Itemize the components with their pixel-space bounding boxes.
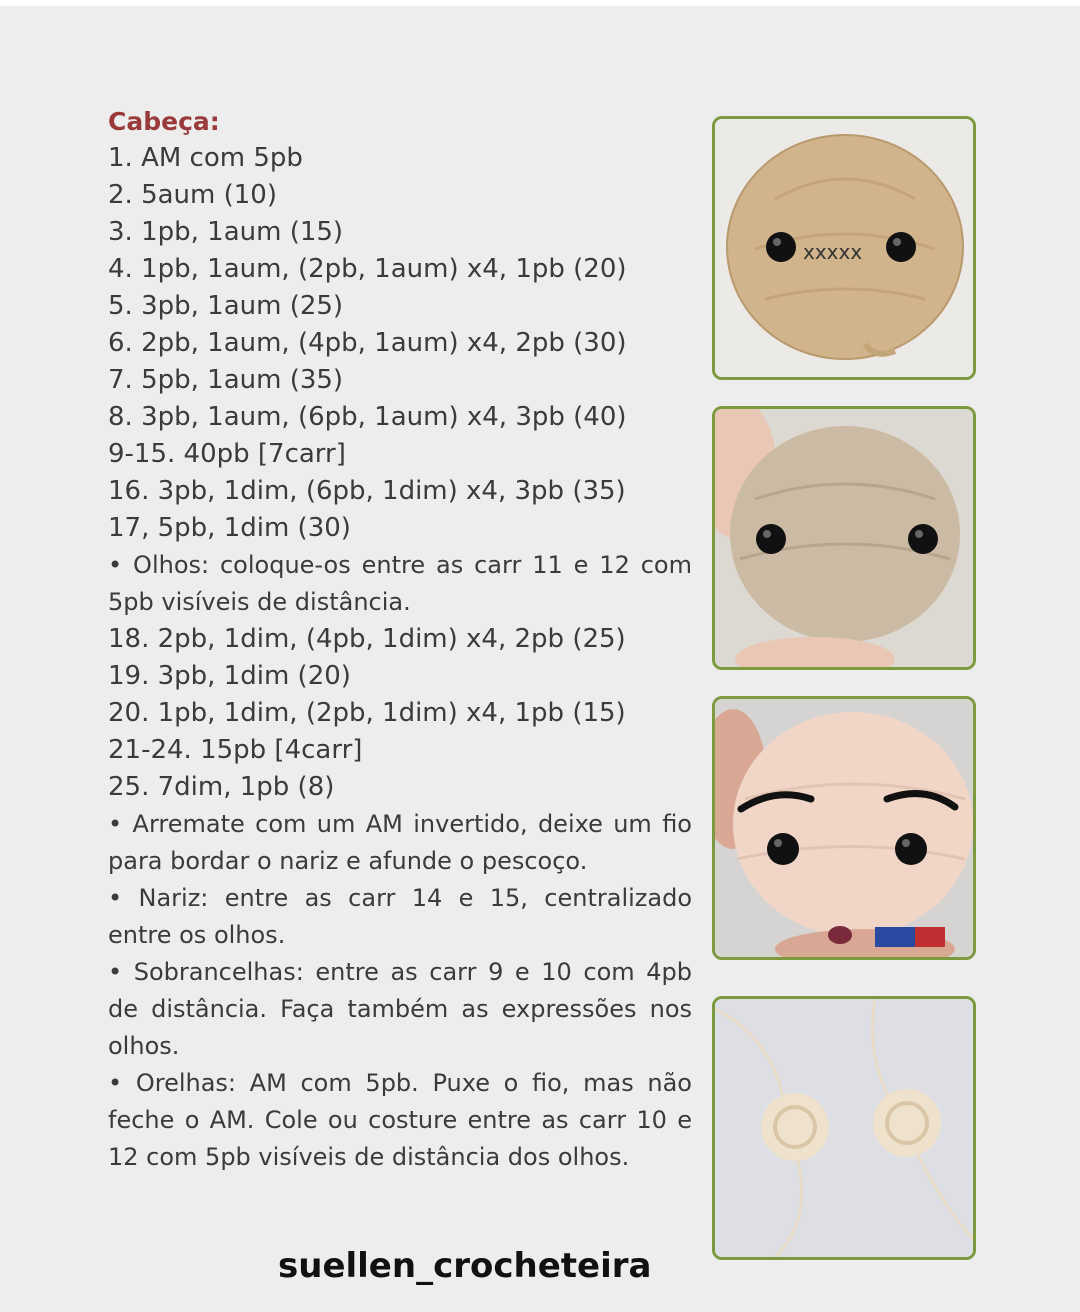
step-7: 7. 5pb, 1aum (35) — [108, 365, 344, 395]
step-1: 1. AM com 5pb — [108, 143, 303, 173]
section-title: Cabeça: — [108, 107, 220, 136]
head-tan-image — [715, 119, 973, 377]
note-ears: • Orelhas: AM com 5pb. Puxe o fio, mas não feche o AM. Cole ou costure entre as carr 10 e 12 com 5pb visíveis de distância dos olhos. — [108, 1069, 692, 1171]
step-25: 25. 7dim, 1pb (8) — [108, 772, 335, 802]
step-20: 20. 1pb, 1dim, (2pb, 1dim) x4, 1pb (15) — [108, 698, 626, 728]
step-9-15: 9-15. 40pb [7carr] — [108, 439, 346, 469]
note-nose: • Nariz: entre as carr 14 e 15, centralizado entre os olhos. — [108, 884, 692, 949]
ears-image — [715, 999, 973, 1257]
step-16: 16. 3pb, 1dim, (6pb, 1dim) x4, 3pb (35) — [108, 476, 626, 506]
photo-head-pink — [712, 696, 976, 960]
photo-head-beige — [712, 406, 976, 670]
step-2: 2. 5aum (10) — [108, 180, 277, 210]
step-19: 19. 3pb, 1dim (20) — [108, 661, 351, 691]
step-3: 3. 1pb, 1aum (15) — [108, 217, 344, 247]
step-17: 17, 5pb, 1dim (30) — [108, 513, 351, 543]
note-eyes: • Olhos: coloque-os entre as carr 11 e 12 com 5pb visíveis de distância. — [108, 551, 692, 616]
head-pink-image — [715, 699, 973, 957]
note-finish: • Arremate com um AM invertido, deixe um fio para bordar o nariz e afunde o pescoço. — [108, 810, 692, 875]
head-beige-image — [715, 409, 973, 667]
step-18: 18. 2pb, 1dim, (4pb, 1dim) x4, 2pb (25) — [108, 624, 626, 654]
step-8: 8. 3pb, 1aum, (6pb, 1aum) x4, 3pb (40) — [108, 402, 627, 432]
note-eyebrows: • Sobrancelhas: entre as carr 9 e 10 com 4pb de distância. Faça também as expressões nos olhos. — [108, 958, 692, 1060]
top-strip — [0, 0, 1080, 6]
step-4: 4. 1pb, 1aum, (2pb, 1aum) x4, 1pb (20) — [108, 254, 627, 284]
photo-head-tan — [712, 116, 976, 380]
step-5: 5. 3pb, 1aum (25) — [108, 291, 344, 321]
step-21-24: 21-24. 15pb [4carr] — [108, 735, 363, 765]
pattern-text — [108, 104, 692, 1176]
stitch-marks: xxxxx — [803, 240, 863, 264]
step-6: 6. 2pb, 1aum, (4pb, 1aum) x4, 2pb (30) — [108, 328, 627, 358]
photo-ears — [712, 996, 976, 1260]
author-signature: suellen_crocheteira — [278, 1246, 652, 1286]
